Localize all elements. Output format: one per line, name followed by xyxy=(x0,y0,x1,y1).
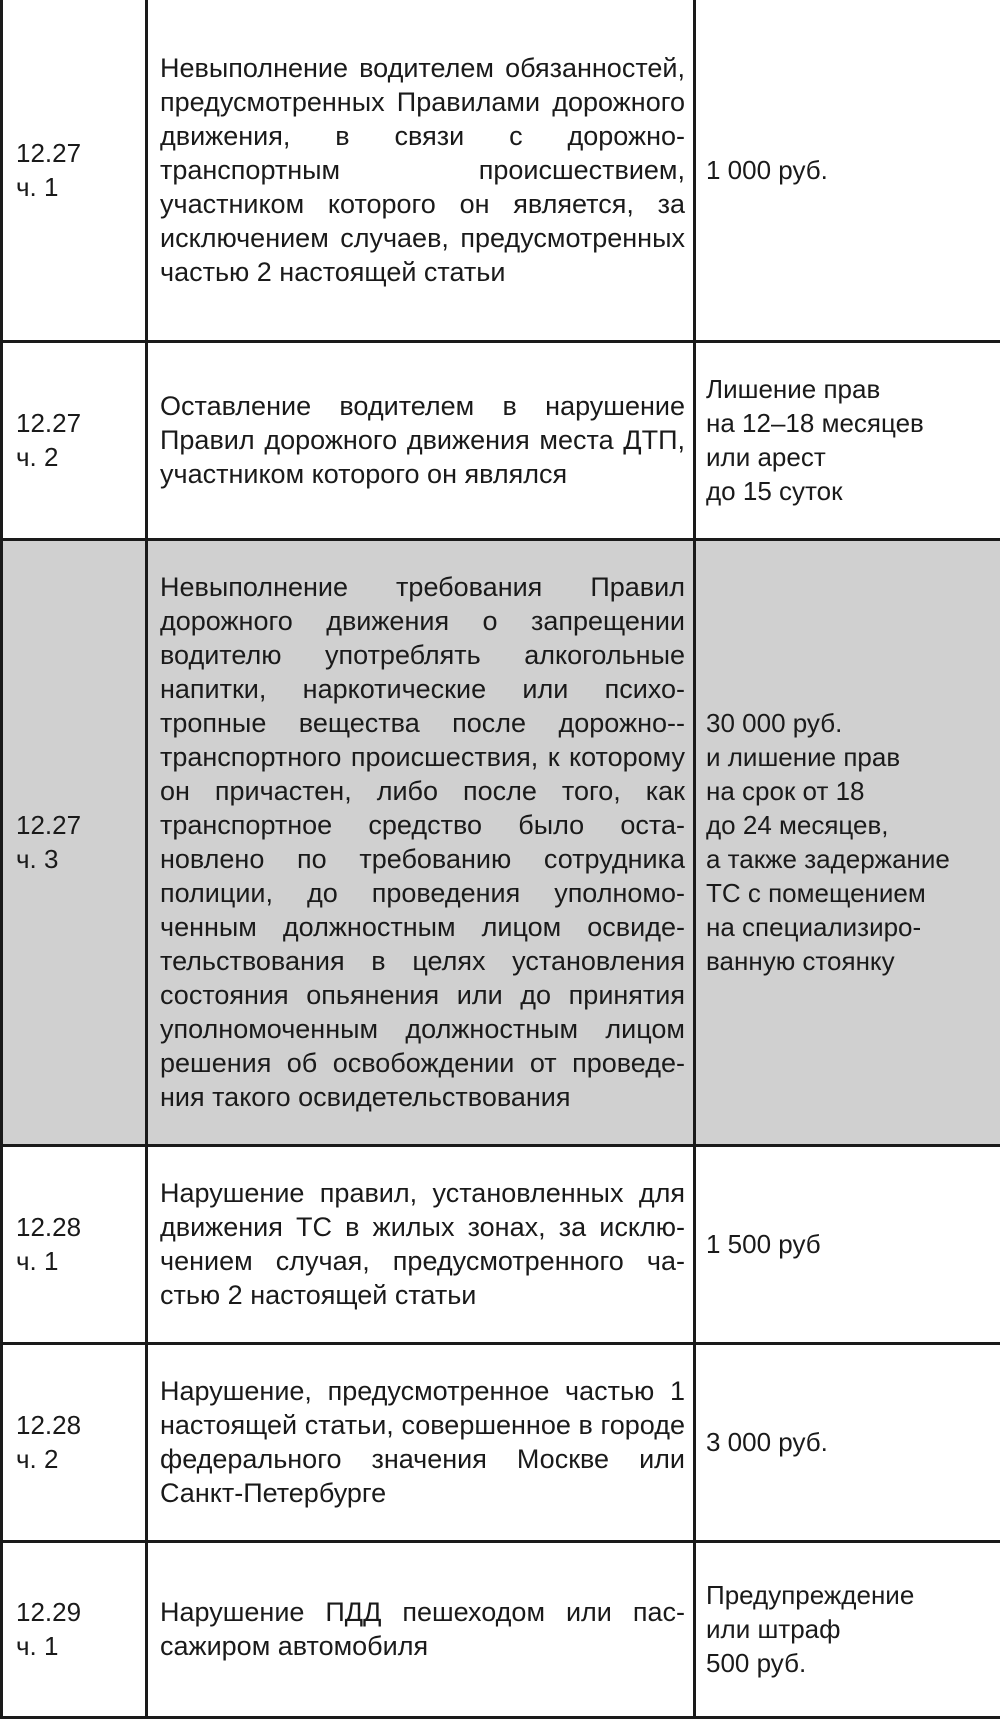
violation-description: Нарушение, предусмотренное частью 1 настоящей статьи, совершенное в городе федерального значения Москве или Санкт-Петербурге xyxy=(148,1374,693,1510)
article-cell xyxy=(2,341,147,539)
violation-description: Невыполнение водителем обязанностей, предусмотренных Правилами дорожного движения, в связи с дорожно-транспортным происшествием, участником которого он является, за исключением случаев, предусмотренных частью 2 настоящей статьи xyxy=(148,51,693,289)
penalty-text: Предупреждение или штраф 500 руб. xyxy=(696,1578,1000,1680)
article-cell xyxy=(2,1343,147,1541)
penalty-text: 1 000 руб. xyxy=(696,153,1000,187)
article-cell xyxy=(2,539,147,1145)
article-code: 12.28 ч. 2 xyxy=(3,1408,145,1476)
penalty-cell xyxy=(695,1145,1000,1343)
table-row xyxy=(2,1541,1000,1717)
description-cell xyxy=(147,1343,695,1541)
penalty-cell xyxy=(695,341,1000,539)
penalty-text: 1 500 руб xyxy=(696,1227,1000,1261)
table-row xyxy=(2,341,1000,539)
penalty-cell xyxy=(695,1541,1000,1717)
description-cell xyxy=(147,1541,695,1717)
violation-description: Невыполнение требования Правил дорожного движения о запрещении водителю употреблять алкогольные напитки, наркотические или психотропные вещества после дорожно-транспортного происшествия, к которому он причастен, либо после того, как транспортное средство было остановлено по требованию сотрудника полиции, до проведения уполномоченным должностным лицом освидетельствования в целях установления состояния опьянения или до принятия уполномоченным должностным лицом решения об освобождении от проведения такого освидетельствования xyxy=(148,570,693,1114)
article-code: 12.29 ч. 1 xyxy=(3,1595,145,1663)
table-row xyxy=(2,1343,1000,1541)
table-row xyxy=(2,0,1000,341)
article-code: 12.27 ч. 3 xyxy=(3,808,145,876)
violation-description: Нарушение ПДД пешеходом или пассажиром автомобиля xyxy=(148,1595,693,1663)
article-cell xyxy=(2,1541,147,1717)
article-code: 12.28 ч. 1 xyxy=(3,1210,145,1278)
violation-description: Нарушение правил, установленных для движения ТС в жилых зонах, за исключением случая, предусмотренного частью 2 настоящей статьи xyxy=(148,1176,693,1312)
penalty-cell xyxy=(695,539,1000,1145)
penalty-text: 30 000 руб. и лишение прав на срок от 18 до 24 месяцев, а также задержание ТС с помещением на специализиро- ванную стоянку xyxy=(696,706,1000,978)
penalty-text: Лишение прав на 12–18 месяцев или арест до 15 суток xyxy=(696,372,1000,508)
violation-description: Оставление водителем в нарушение Правил дорожного движения места ДТП, участником которого он являлся xyxy=(148,389,693,491)
description-cell xyxy=(147,341,695,539)
article-code: 12.27 ч. 1 xyxy=(3,136,145,204)
article-code: 12.27 ч. 2 xyxy=(3,406,145,474)
table-row xyxy=(2,539,1000,1145)
article-cell xyxy=(2,0,147,341)
penalty-cell xyxy=(695,0,1000,341)
description-cell xyxy=(147,539,695,1145)
penalty-cell xyxy=(695,1343,1000,1541)
article-cell xyxy=(2,1145,147,1343)
penalty-text: 3 000 руб. xyxy=(696,1425,1000,1459)
description-cell xyxy=(147,0,695,341)
table-row xyxy=(2,1145,1000,1343)
description-cell xyxy=(147,1145,695,1343)
